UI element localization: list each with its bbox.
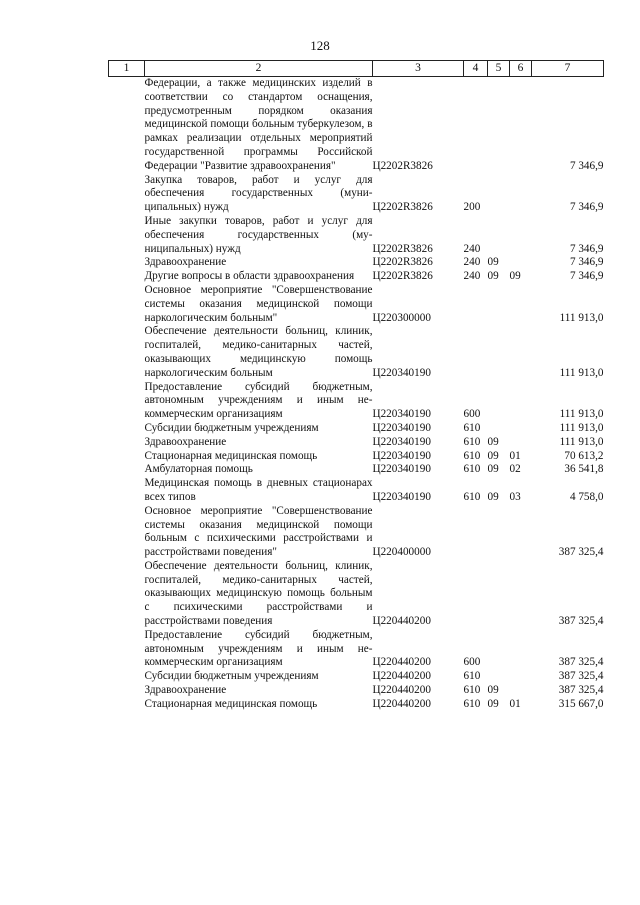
- table-row: [109, 670, 604, 684]
- row-spacer-cell: [109, 174, 145, 215]
- column-header: 5: [488, 61, 510, 77]
- row-name-cell: Основное мероприятие "Совершенствование системы оказания медицинской помощи наркологическим больным": [144, 283, 373, 324]
- row-name-cell: Основное мероприятие "Совершенствование системы оказания медицинской помощи больным с психическими расстройствами и расстройствами поведения": [144, 504, 373, 559]
- row-code-cell: Ц220440200: [372, 697, 431, 710]
- row-spacer-cell: [109, 505, 145, 560]
- table-row: [109, 463, 604, 477]
- row-code-cell: Ц220340190: [372, 421, 431, 434]
- row-expense-type-cell: 240: [463, 256, 481, 269]
- row-spacer-cell: [109, 670, 145, 684]
- column-header: 6: [510, 61, 532, 77]
- column-header: 1: [109, 61, 145, 77]
- budget-table: [108, 60, 604, 712]
- row-code-cell: Ц2202R3826: [372, 159, 433, 172]
- row-code-cell: Ц2202R3826: [372, 201, 433, 214]
- row-name-cell: Субсидии бюджетным учреждениям: [144, 421, 319, 434]
- row-subsection-cell: [510, 684, 532, 698]
- row-code-cell: Ц220340190: [372, 449, 431, 462]
- row-section-cell: 09: [487, 697, 499, 710]
- column-header: 3: [373, 61, 464, 77]
- row-subsection-cell: 01: [509, 697, 521, 710]
- table-row: [109, 77, 604, 174]
- row-name-cell: Субсидии бюджетным учреждениям: [144, 670, 319, 683]
- row-amount-cell: 111 913,0: [559, 421, 604, 434]
- row-subsection-cell: [510, 215, 532, 256]
- table-row: [109, 256, 604, 270]
- row-code-cell: Ц220440200: [372, 615, 431, 628]
- row-section-cell: [488, 560, 510, 629]
- row-subsection-cell: [510, 422, 532, 436]
- row-section-cell: 09: [487, 490, 499, 503]
- row-code-cell: Ц220340190: [372, 435, 431, 448]
- row-section-cell: [488, 505, 510, 560]
- row-spacer-cell: [109, 422, 145, 436]
- row-amount-cell: 315 667,0: [558, 697, 604, 710]
- row-spacer-cell: [109, 77, 145, 174]
- row-code-cell: Ц220440200: [372, 656, 431, 669]
- row-code-cell: Ц220300000: [372, 311, 431, 324]
- row-spacer-cell: [109, 436, 145, 450]
- row-name-cell: Предоставление субсидий бюджетным, автономным учреждениям и иным некоммерческим организациям: [144, 380, 373, 421]
- row-name-cell: Обеспечение деятельности больниц, клиник, госпиталей, медико-санитарных частей, оказывающих медицинскую помощь больным с психическими расстройствами и расстройствами поведения: [144, 559, 373, 628]
- column-header: 7: [532, 61, 604, 77]
- row-section-cell: 09: [487, 435, 499, 448]
- row-spacer-cell: [109, 463, 145, 477]
- row-spacer-cell: [109, 477, 145, 505]
- row-spacer-cell: [109, 629, 145, 670]
- row-section-cell: 09: [487, 270, 499, 283]
- row-name-cell: Закупка товаров, работ и услуг для обеспечения государственных (муниципальных) нужд: [144, 173, 373, 214]
- row-spacer-cell: [109, 270, 145, 284]
- row-expense-type-cell: 610: [463, 421, 481, 434]
- table-body: [109, 77, 604, 712]
- row-amount-cell: 7 346,9: [569, 270, 604, 283]
- row-spacer-cell: [109, 284, 145, 325]
- table-row: [109, 436, 604, 450]
- row-section-cell: [488, 670, 510, 684]
- row-amount-cell: 7 346,9: [569, 159, 604, 172]
- row-section-cell: [488, 381, 510, 422]
- table-row: [109, 215, 604, 256]
- row-name-cell: Стационарная медицинская помощь: [144, 697, 318, 710]
- row-subsection-cell: [510, 436, 532, 450]
- table-row: [109, 698, 604, 712]
- row-subsection-cell: [510, 560, 532, 629]
- row-spacer-cell: [109, 698, 145, 712]
- row-code-cell: Ц220340190: [372, 463, 431, 476]
- table-row: [109, 560, 604, 629]
- row-expense-type-cell: 610: [463, 697, 481, 710]
- row-spacer-cell: [109, 256, 145, 270]
- table-row: [109, 422, 604, 436]
- row-section-cell: [488, 629, 510, 670]
- row-name-cell: Медицинская помощь в дневных стационарах всех типов: [144, 477, 373, 503]
- table-row: [109, 284, 604, 325]
- column-header: 2: [145, 61, 373, 77]
- row-subsection-cell: [510, 629, 532, 670]
- row-subsection-cell: [510, 381, 532, 422]
- row-expense-type-cell: [464, 560, 488, 629]
- row-expense-type-cell: [464, 505, 488, 560]
- row-name-cell: Федерации, а также медицинских изделий в соответствии со стандартом оснащения, предусмотренным порядком оказания медицинской помощи больным туберкулезом, в рамках реализации отдельных мероприятий государственной программы Российской Федерации "Развитие здравоохранения": [144, 77, 373, 172]
- row-amount-cell: 111 913,0: [559, 435, 604, 448]
- row-code-cell: Ц220340190: [372, 366, 431, 379]
- row-amount-cell: 36 541,8: [564, 463, 604, 476]
- table-row: [109, 505, 604, 560]
- row-code-cell: Ц220400000: [372, 546, 431, 559]
- row-amount-cell: 111 913,0: [559, 311, 604, 324]
- row-amount-cell: 111 913,0: [559, 408, 604, 421]
- table-row: [109, 477, 604, 505]
- row-expense-type-cell: 610: [463, 435, 481, 448]
- row-spacer-cell: [109, 560, 145, 629]
- row-amount-cell: 70 613,2: [564, 449, 604, 462]
- row-expense-type-cell: 600: [463, 408, 481, 421]
- row-spacer-cell: [109, 325, 145, 380]
- row-amount-cell: 7 346,9: [569, 256, 604, 269]
- column-number-header: [109, 61, 604, 77]
- row-spacer-cell: [109, 215, 145, 256]
- row-expense-type-cell: 610: [463, 684, 481, 697]
- row-name-cell: Обеспечение деятельности больниц, клиник, госпиталей, медико-санитарных частей, оказывающих медицинскую помощь наркологическим больным: [144, 325, 373, 379]
- row-code-cell: Ц2202R3826: [372, 242, 433, 255]
- column-header: 4: [464, 61, 488, 77]
- row-subsection-cell: [510, 670, 532, 684]
- row-section-cell: [488, 77, 510, 174]
- row-expense-type-cell: [464, 77, 488, 174]
- row-code-cell: Ц220340190: [372, 408, 431, 421]
- page-number: 128: [310, 38, 330, 53]
- row-section-cell: 09: [487, 684, 499, 697]
- row-code-cell: Ц220440200: [372, 684, 431, 697]
- row-code-cell: Ц2202R3826: [372, 256, 433, 269]
- row-amount-cell: 387 325,4: [558, 656, 604, 669]
- row-subsection-cell: [510, 325, 532, 380]
- row-section-cell: 09: [487, 449, 499, 462]
- row-subsection-cell: [510, 174, 532, 215]
- row-amount-cell: 387 325,4: [558, 684, 604, 697]
- row-expense-type-cell: 600: [463, 656, 481, 669]
- table-row: [109, 325, 604, 380]
- row-code-cell: Ц220440200: [372, 670, 431, 683]
- row-expense-type-cell: 610: [463, 463, 481, 476]
- row-expense-type-cell: 200: [463, 201, 481, 214]
- table-row: [109, 174, 604, 215]
- row-expense-type-cell: 610: [463, 449, 481, 462]
- row-amount-cell: 387 325,4: [558, 670, 604, 683]
- row-name-cell: Амбулаторная помощь: [144, 463, 253, 476]
- row-section-cell: [488, 284, 510, 325]
- table-row: [109, 450, 604, 464]
- row-name-cell: Стационарная медицинская помощь: [144, 449, 318, 462]
- row-subsection-cell: [510, 256, 532, 270]
- row-name-cell: Здравоохранение: [144, 256, 227, 269]
- row-subsection-cell: 01: [509, 449, 521, 462]
- row-expense-type-cell: 610: [463, 670, 481, 683]
- table-row: [109, 629, 604, 670]
- table-row: [109, 381, 604, 422]
- row-section-cell: [488, 325, 510, 380]
- row-amount-cell: 7 346,9: [569, 201, 604, 214]
- row-spacer-cell: [109, 684, 145, 698]
- row-subsection-cell: [510, 505, 532, 560]
- row-name-cell: Предоставление субсидий бюджетным, автономным учреждениям и иным некоммерческим организациям: [144, 628, 373, 669]
- row-name-cell: Здравоохранение: [144, 435, 227, 448]
- row-expense-type-cell: [464, 284, 488, 325]
- row-amount-cell: 387 325,4: [558, 615, 604, 628]
- row-name-cell: Другие вопросы в области здравоохранения: [144, 270, 355, 283]
- table-row: [109, 684, 604, 698]
- row-expense-type-cell: 610: [463, 490, 481, 503]
- row-name-cell: Здравоохранение: [144, 684, 227, 697]
- row-subsection-cell: 03: [509, 490, 521, 503]
- row-section-cell: [488, 215, 510, 256]
- row-section-cell: 09: [487, 463, 499, 476]
- row-amount-cell: 7 346,9: [569, 242, 604, 255]
- row-subsection-cell: [510, 284, 532, 325]
- row-code-cell: Ц220340190: [372, 490, 431, 503]
- row-section-cell: 09: [487, 256, 499, 269]
- row-amount-cell: 387 325,4: [558, 546, 604, 559]
- row-section-cell: [488, 174, 510, 215]
- row-name-cell: Иные закупки товаров, работ и услуг для обеспечения государственных (муниципальных) нужд: [144, 214, 373, 255]
- row-amount-cell: 111 913,0: [559, 366, 604, 379]
- row-section-cell: [488, 422, 510, 436]
- row-expense-type-cell: 240: [463, 242, 481, 255]
- table-row: [109, 270, 604, 284]
- row-subsection-cell: 02: [509, 463, 521, 476]
- row-subsection-cell: 09: [509, 270, 521, 283]
- row-subsection-cell: [510, 77, 532, 174]
- row-expense-type-cell: [464, 325, 488, 380]
- row-expense-type-cell: 240: [463, 270, 481, 283]
- row-code-cell: Ц2202R3826: [372, 270, 433, 283]
- row-spacer-cell: [109, 381, 145, 422]
- row-amount-cell: 4 758,0: [569, 490, 604, 503]
- row-spacer-cell: [109, 450, 145, 464]
